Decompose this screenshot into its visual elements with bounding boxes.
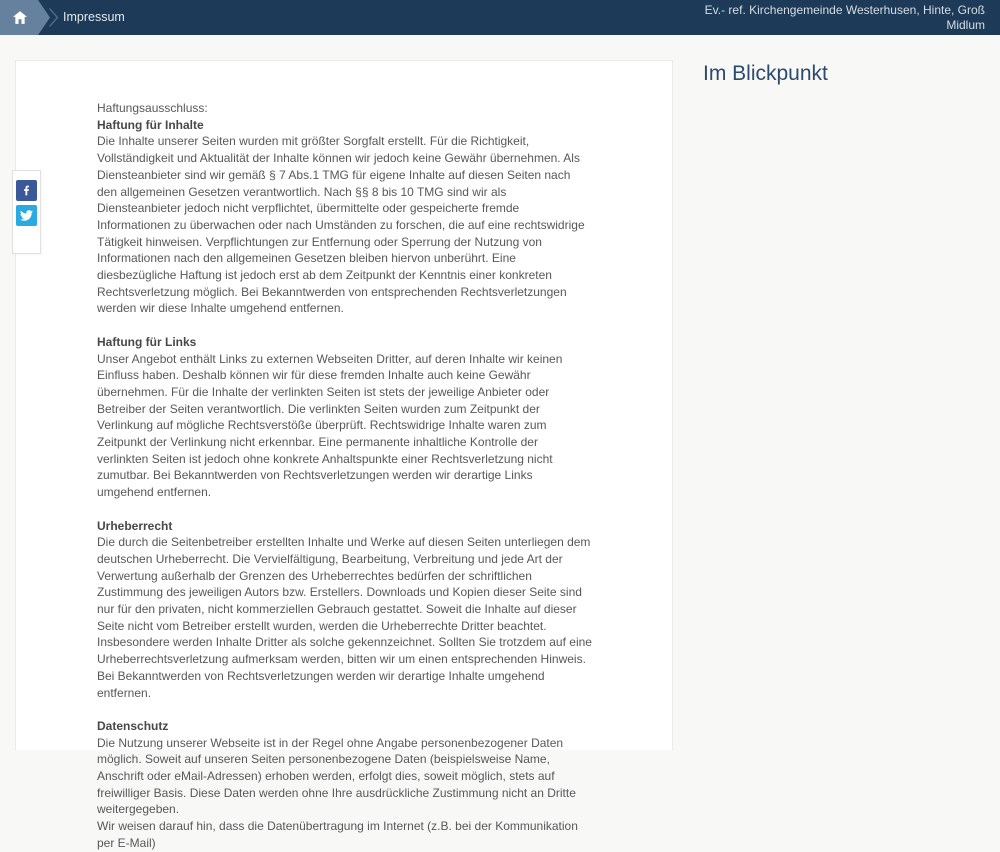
disclaimer-intro: Haftungsausschluss: xyxy=(97,101,208,115)
section-haftung-fuer-inhalte xyxy=(97,117,592,317)
twitter-share-button[interactable] xyxy=(16,205,37,226)
site-title xyxy=(705,3,985,32)
home-button[interactable] xyxy=(0,0,50,35)
section-body: Die Inhalte unserer Seiten wurden mit größter Sorgfalt erstellt. Für die Richtigkeit, Vollständigkeit und Aktualität der Inhalte können wir jedoch keine Gewähr übernehmen. Als Diensteanbieter sind wir gemäß § 7 Abs.1 TMG für eigene Inhalte auf diesen Seiten nach den allgemeinen Gesetzen verantwortlich. Nach §§ 8 bis 10 TMG sind wir als Diensteanbieter jedoch nicht verpflichtet, übermittelte oder gespeicherte fremde Informationen zu überwachen oder nach Umständen zu forschen, die auf eine rechtswidrige Tätigkeit hinweisen. Verpflichtungen zur Entfernung oder Sperrung der Nutzung von Informationen nach den allgemeinen Gesetzen bleiben hiervon unberührt. Eine diesbezügliche Haftung ist jedoch erst ab dem Zeitpunkt der Kenntnis einer konkreten Rechtsverletzung möglich. Bei Bekanntwerden von entsprechenden Rechtsverletzungen werden wir diese Inhalte umgehend entfernen. xyxy=(97,134,585,316)
site-title-line: Ev.- ref. Kirchengemeinde Westerhusen, Hinte, Groß xyxy=(704,3,985,17)
section-urheberrecht xyxy=(97,518,592,702)
section-heading: Haftung für Inhalte xyxy=(97,117,204,132)
facebook-share-button[interactable] xyxy=(16,180,37,201)
section-body: Die durch die Seitenbetreiber erstellten Inhalte und Werke auf diesen Seiten unterliegen dem deutschen Urheberrecht. Die Vervielfältigung, Bearbeitung, Verbreitung und jede Art der Verwertung außerhalb der Grenzen des Urheberrechtes bedürfen der schriftlichen Zustimmung des jeweiligen Autors bzw. Erstellers. Downloads und Kopien dieser Seite sind nur für den privaten, nicht kommerziellen Gebrauch gestattet. Soweit die Inhalte auf dieser Seite nicht vom Betreiber erstellt wurden, werden die Urheberrechte Dritter beachtet. Insbesondere werden Inhalte Dritter als solche gekennzeichnet. Sollten Sie trotzdem auf eine Urheberrechtsverletzung aufmerksam werden, bitten wir um einen entsprechenden Hinweis. Bei Bekanntwerden von Rechtsverletzungen werden wir derartige Inhalte umgehend entfernen. xyxy=(97,535,592,700)
site-title-line: Midlum xyxy=(946,17,985,32)
chevron-right-icon xyxy=(48,7,59,33)
section-body: Die Nutzung unserer Webseite ist in der Regel ohne Angabe personenbezogener Daten möglich. Soweit auf unseren Seiten personenbezogene Daten (beispielsweise Name, Anschrift oder eMail-Adressen) erhoben werden, erfolgt dies, soweit möglich, stets auf freiwilliger Basis. Diese Daten werden ohne Ihre ausdrückliche Zustimmung nicht an Dritte weitergegeben. xyxy=(97,735,576,817)
breadcrumb-current: Impressum xyxy=(63,10,125,24)
section-heading: Urheberrecht xyxy=(97,518,173,533)
section-datenschutz xyxy=(97,718,592,852)
social-share-panel xyxy=(12,170,41,254)
section-heading: Datenschutz xyxy=(97,718,169,733)
section-haftung-fuer-links xyxy=(97,334,592,501)
facebook-icon xyxy=(20,184,33,197)
section-body: Wir weisen darauf hin, dass die Datenübertragung im Internet (z.B. bei der Kommunikation per E-Mail) xyxy=(97,819,578,850)
content-card xyxy=(15,60,673,850)
section-body: Unser Angebot enthält Links zu externen Webseiten Dritter, auf deren Inhalte wir keinen Einfluss haben. Deshalb können wir für diese fremden Inhalte auch keine Gewähr übernehmen. Für die Inhalte der verlinkten Seiten ist stets der jeweilige Anbieter oder Betreiber der Seiten verantwortlich. Die verlinkten Seiten wurden zum Zeitpunkt der Verlinkung auf mögliche Rechtsverstöße überprüft. Rechtswidrige Inhalte waren zum Zeitpunkt der Verlinkung nicht erkennbar. Eine permanente inhaltliche Kontrolle der verlinkten Seiten ist jedoch ohne konkrete Anhaltspunkte einer Rechtsverletzung nicht zumutbar. Bei Bekanntwerden von Rechtsverletzungen werden wir derartige Links umgehend entfernen. xyxy=(97,351,563,500)
sidebar-title: Im Blickpunkt xyxy=(703,62,828,85)
twitter-icon xyxy=(20,209,33,222)
section-heading: Haftung für Links xyxy=(97,334,197,349)
top-navigation-bar xyxy=(0,0,1000,35)
home-icon xyxy=(13,11,27,24)
